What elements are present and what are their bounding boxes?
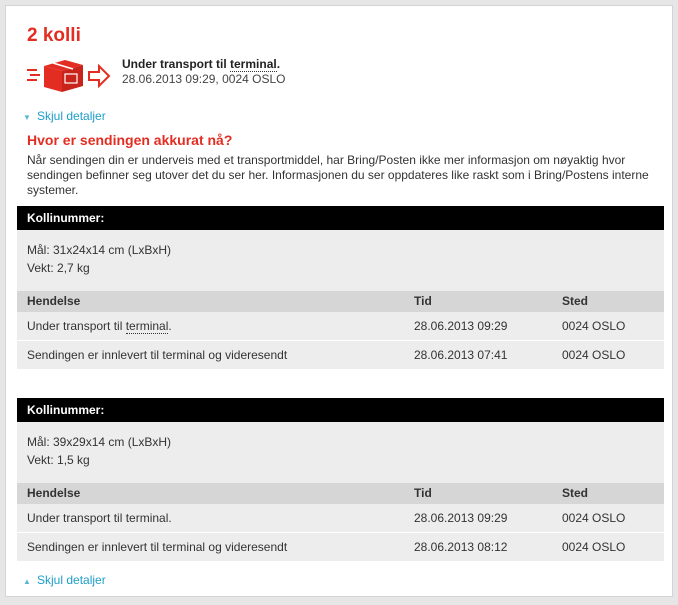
column-place: Sted: [562, 486, 589, 500]
event-text: Sendingen er innlevert til terminal og videresendt: [27, 540, 288, 554]
column-event: Hendelse: [27, 294, 81, 308]
weight-text: Vekt: 2,7 kg: [27, 261, 90, 275]
package-transport-icon: [27, 56, 115, 96]
table-row: [17, 532, 664, 561]
info-heading: Hvor er sendingen akkurat nå?: [27, 132, 233, 148]
table-row: [17, 312, 664, 340]
dimensions-text: Mål: 31x24x14 cm (LxBxH): [27, 243, 172, 257]
dimensions-text: Mål: 39x29x14 cm (LxBxH): [27, 435, 172, 449]
package-dimensions: [17, 422, 664, 483]
package-block: [17, 206, 664, 369]
table-row: [17, 504, 664, 532]
shipment-panel: [5, 5, 673, 597]
event-text: Under transport til terminal.: [27, 319, 172, 333]
page-title: 2 kolli: [27, 25, 81, 46]
event-time: 28.06.2013 09:29: [414, 511, 508, 525]
event-text: Sendingen er innlevert til terminal og videresendt: [27, 348, 288, 362]
term-link[interactable]: terminal: [125, 319, 169, 333]
table-header-row: [17, 291, 664, 312]
triangle-down-icon: ▼: [23, 113, 31, 122]
event-time: 28.06.2013 08:12: [414, 540, 508, 554]
hide-details-label[interactable]: Skjul detaljer: [37, 109, 106, 123]
info-text: Når sendingen din er underveis med et transportmiddel, har Bring/Posten ikke mer informasjon om nøyaktig hvor sendingen befinner seg utover det du ser her. Informasjonen du ser oppdateres like raskt som i Bring/Postens interne systemer.: [27, 153, 649, 197]
column-event: Hendelse: [27, 486, 81, 500]
event-place: 0024 OSLO: [562, 348, 626, 362]
column-time: Tid: [414, 294, 432, 308]
package-block: [17, 398, 664, 561]
event-place: 0024 OSLO: [562, 319, 626, 333]
status-timestamp: 28.06.2013 09:29, 0024 OSLO: [122, 72, 286, 86]
event-place: 0024 OSLO: [562, 540, 626, 554]
hide-details-toggle-top[interactable]: [23, 109, 106, 123]
hide-details-label[interactable]: Skjul detaljer: [37, 573, 106, 587]
column-time: Tid: [414, 486, 432, 500]
event-time: 28.06.2013 07:41: [414, 348, 508, 362]
hide-details-toggle-bottom[interactable]: [23, 573, 106, 587]
table-header-row: [17, 483, 664, 504]
column-place: Sted: [562, 294, 589, 308]
term-link[interactable]: terminal: [230, 57, 277, 71]
package-dimensions: [17, 230, 664, 291]
package-header: Kollinummer:: [17, 206, 664, 230]
weight-text: Vekt: 1,5 kg: [27, 453, 90, 467]
table-row: [17, 340, 664, 369]
package-header: Kollinummer:: [17, 398, 664, 422]
event-time: 28.06.2013 09:29: [414, 319, 508, 333]
event-place: 0024 OSLO: [562, 511, 626, 525]
status-text: Under transport til terminal.: [122, 57, 281, 71]
event-text: Under transport til terminal.: [27, 511, 172, 525]
triangle-up-icon: ▲: [23, 577, 31, 586]
